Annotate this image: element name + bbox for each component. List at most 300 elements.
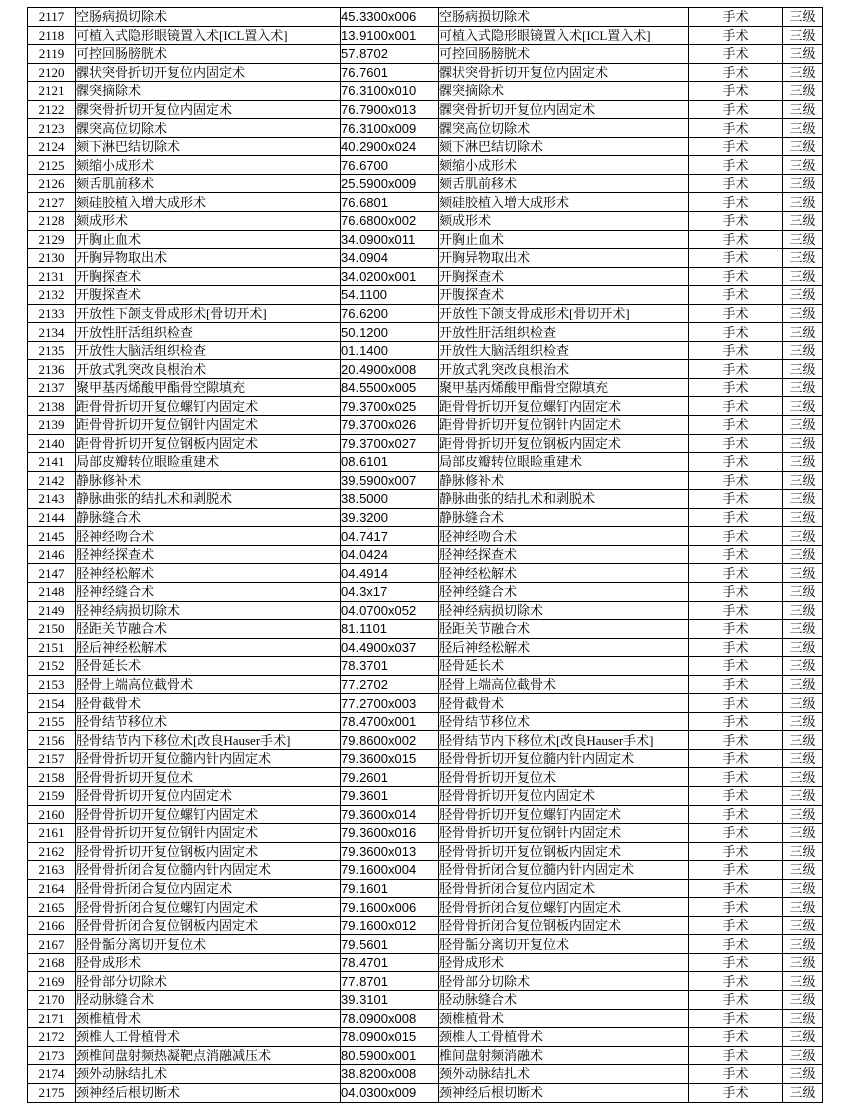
table-row xyxy=(28,471,823,490)
row-number-cell: 2149 xyxy=(28,601,76,620)
procedure-code-cell: 77.8701 xyxy=(341,972,439,991)
category-cell: 手术 xyxy=(689,304,783,323)
category-cell: 手术 xyxy=(689,1009,783,1028)
procedure-name-cell: 距骨骨折切开复位钢板内固定术 xyxy=(76,434,341,453)
level-cell: 三级 xyxy=(783,45,823,64)
row-number-cell: 2158 xyxy=(28,768,76,787)
category-cell: 手术 xyxy=(689,972,783,991)
table-row xyxy=(28,786,823,805)
row-number-cell: 2141 xyxy=(28,453,76,472)
procedure-code-cell: 76.3100x009 xyxy=(341,119,439,138)
procedure-code-cell: 39.3101 xyxy=(341,990,439,1009)
category-cell: 手术 xyxy=(689,249,783,268)
level-cell: 三级 xyxy=(783,842,823,861)
procedure-name-cell: 颏成形术 xyxy=(76,212,341,231)
procedure-name-cell: 颏硅胶植入增大成形术 xyxy=(76,193,341,212)
procedure-name-cell: 胫距关节融合术 xyxy=(76,620,341,639)
procedure-name-cell: 开放式乳突改良根治术 xyxy=(76,360,341,379)
procedure-name-repeat-cell: 距骨骨折切开复位钢板内固定术 xyxy=(439,434,689,453)
procedure-name-cell: 胫神经缝合术 xyxy=(76,582,341,601)
procedure-name-repeat-cell: 胫骨成形术 xyxy=(439,953,689,972)
category-cell: 手术 xyxy=(689,453,783,472)
procedure-name-cell: 胫后神经松解术 xyxy=(76,638,341,657)
level-cell: 三级 xyxy=(783,267,823,286)
procedure-name-cell: 开胸异物取出术 xyxy=(76,249,341,268)
procedure-name-repeat-cell: 髁突摘除术 xyxy=(439,82,689,101)
procedure-name-cell: 开放性大脑活组织检查 xyxy=(76,341,341,360)
procedure-name-repeat-cell: 胫骨骨折切开复位螺钉内固定术 xyxy=(439,805,689,824)
level-cell: 三级 xyxy=(783,620,823,639)
procedure-code-cell: 79.3700x026 xyxy=(341,416,439,435)
table-row xyxy=(28,731,823,750)
procedure-name-repeat-cell: 胫神经探查术 xyxy=(439,545,689,564)
procedure-code-cell: 81.1101 xyxy=(341,620,439,639)
category-cell: 手术 xyxy=(689,267,783,286)
row-number-cell: 2160 xyxy=(28,805,76,824)
table-row xyxy=(28,45,823,64)
category-cell: 手术 xyxy=(689,490,783,509)
table-row xyxy=(28,341,823,360)
procedure-name-repeat-cell: 胫骨骨折闭合复位内固定术 xyxy=(439,879,689,898)
procedure-name-cell: 开腹探查术 xyxy=(76,286,341,305)
procedure-name-cell: 静脉修补术 xyxy=(76,471,341,490)
category-cell: 手术 xyxy=(689,601,783,620)
level-cell: 三级 xyxy=(783,193,823,212)
procedure-name-repeat-cell: 静脉修补术 xyxy=(439,471,689,490)
table-row xyxy=(28,378,823,397)
procedure-name-repeat-cell: 胫距关节融合术 xyxy=(439,620,689,639)
procedure-name-repeat-cell: 可植入式隐形眼镜置入术[ICL置入术] xyxy=(439,26,689,45)
procedure-name-cell: 颈外动脉结扎术 xyxy=(76,1065,341,1084)
category-cell: 手术 xyxy=(689,620,783,639)
procedure-name-cell: 开胸探查术 xyxy=(76,267,341,286)
table-row xyxy=(28,972,823,991)
procedure-name-cell: 胫骨骨折闭合复位内固定术 xyxy=(76,879,341,898)
row-number-cell: 2130 xyxy=(28,249,76,268)
procedure-code-cell: 78.0900x008 xyxy=(341,1009,439,1028)
procedure-code-cell: 13.9100x001 xyxy=(341,26,439,45)
row-number-cell: 2169 xyxy=(28,972,76,991)
procedure-name-repeat-cell: 颈神经后根切断术 xyxy=(439,1083,689,1102)
level-cell: 三级 xyxy=(783,545,823,564)
level-cell: 三级 xyxy=(783,768,823,787)
table-row xyxy=(28,805,823,824)
level-cell: 三级 xyxy=(783,397,823,416)
procedure-name-repeat-cell: 胫骨骨折切开复位术 xyxy=(439,768,689,787)
row-number-cell: 2134 xyxy=(28,323,76,342)
level-cell: 三级 xyxy=(783,156,823,175)
procedure-code-cell: 79.3601 xyxy=(341,786,439,805)
table-row xyxy=(28,230,823,249)
procedure-name-repeat-cell: 髁突高位切除术 xyxy=(439,119,689,138)
procedure-code-cell: 79.3700x025 xyxy=(341,397,439,416)
procedure-name-repeat-cell: 距骨骨折切开复位螺钉内固定术 xyxy=(439,397,689,416)
procedure-name-repeat-cell: 胫骨截骨术 xyxy=(439,694,689,713)
row-number-cell: 2168 xyxy=(28,953,76,972)
procedure-name-cell: 开放性肝活组织检查 xyxy=(76,323,341,342)
procedure-name-repeat-cell: 距骨骨折切开复位钢针内固定术 xyxy=(439,416,689,435)
procedure-code-cell: 79.1600x012 xyxy=(341,916,439,935)
table-row xyxy=(28,174,823,193)
level-cell: 三级 xyxy=(783,879,823,898)
row-number-cell: 2157 xyxy=(28,749,76,768)
procedure-name-cell: 颈椎人工骨植骨术 xyxy=(76,1028,341,1047)
category-cell: 手术 xyxy=(689,694,783,713)
level-cell: 三级 xyxy=(783,657,823,676)
table-row xyxy=(28,26,823,45)
procedure-name-repeat-cell: 胫骨骨折切开复位内固定术 xyxy=(439,786,689,805)
category-cell: 手术 xyxy=(689,675,783,694)
table-row xyxy=(28,545,823,564)
procedure-name-repeat-cell: 颏舌肌前移术 xyxy=(439,174,689,193)
procedure-name-cell: 胫骨骨折闭合复位螺钉内固定术 xyxy=(76,898,341,917)
procedure-code-cell: 79.3600x013 xyxy=(341,842,439,861)
table-row xyxy=(28,63,823,82)
category-cell: 手术 xyxy=(689,712,783,731)
category-cell: 手术 xyxy=(689,323,783,342)
level-cell: 三级 xyxy=(783,174,823,193)
procedure-code-cell: 04.0700x052 xyxy=(341,601,439,620)
table-row xyxy=(28,508,823,527)
row-number-cell: 2144 xyxy=(28,508,76,527)
table-row xyxy=(28,620,823,639)
level-cell: 三级 xyxy=(783,304,823,323)
procedure-name-cell: 颈椎间盘射频热凝靶点消融减压术 xyxy=(76,1046,341,1065)
level-cell: 三级 xyxy=(783,508,823,527)
level-cell: 三级 xyxy=(783,694,823,713)
procedure-code-cell: 79.3600x016 xyxy=(341,824,439,843)
procedure-name-repeat-cell: 开放性肝活组织检查 xyxy=(439,323,689,342)
procedure-name-repeat-cell: 胫骨结节移位术 xyxy=(439,712,689,731)
level-cell: 三级 xyxy=(783,601,823,620)
table-row xyxy=(28,434,823,453)
category-cell: 手术 xyxy=(689,898,783,917)
row-number-cell: 2164 xyxy=(28,879,76,898)
level-cell: 三级 xyxy=(783,786,823,805)
procedure-code-cell: 78.3701 xyxy=(341,657,439,676)
row-number-cell: 2171 xyxy=(28,1009,76,1028)
category-cell: 手术 xyxy=(689,360,783,379)
level-cell: 三级 xyxy=(783,564,823,583)
level-cell: 三级 xyxy=(783,286,823,305)
category-cell: 手术 xyxy=(689,1083,783,1102)
level-cell: 三级 xyxy=(783,749,823,768)
procedure-code-cell: 79.1600x006 xyxy=(341,898,439,917)
row-number-cell: 2148 xyxy=(28,582,76,601)
procedure-name-cell: 颈神经后根切断术 xyxy=(76,1083,341,1102)
category-cell: 手术 xyxy=(689,638,783,657)
category-cell: 手术 xyxy=(689,879,783,898)
level-cell: 三级 xyxy=(783,805,823,824)
level-cell: 三级 xyxy=(783,1009,823,1028)
table-row xyxy=(28,935,823,954)
procedure-name-repeat-cell: 颈椎人工骨植骨术 xyxy=(439,1028,689,1047)
procedure-code-cell: 79.8600x002 xyxy=(341,731,439,750)
level-cell: 三级 xyxy=(783,453,823,472)
procedure-code-cell: 34.0904 xyxy=(341,249,439,268)
category-cell: 手术 xyxy=(689,378,783,397)
table-row xyxy=(28,638,823,657)
procedure-code-cell: 77.2700x003 xyxy=(341,694,439,713)
procedure-code-cell: 04.3x17 xyxy=(341,582,439,601)
table-row xyxy=(28,490,823,509)
procedure-code-cell: 50.1200 xyxy=(341,323,439,342)
procedure-name-cell: 髁突高位切除术 xyxy=(76,119,341,138)
table-row xyxy=(28,1065,823,1084)
level-cell: 三级 xyxy=(783,990,823,1009)
table-row xyxy=(28,119,823,138)
level-cell: 三级 xyxy=(783,972,823,991)
procedure-name-repeat-cell: 开胸探查术 xyxy=(439,267,689,286)
procedure-code-cell: 04.4900x037 xyxy=(341,638,439,657)
procedure-name-repeat-cell: 胫骨骨折切开复位钢针内固定术 xyxy=(439,824,689,843)
procedure-name-repeat-cell: 髁状突骨折切开复位内固定术 xyxy=(439,63,689,82)
category-cell: 手术 xyxy=(689,230,783,249)
row-number-cell: 2150 xyxy=(28,620,76,639)
procedure-code-cell: 79.3600x014 xyxy=(341,805,439,824)
category-cell: 手术 xyxy=(689,471,783,490)
level-cell: 三级 xyxy=(783,824,823,843)
procedure-code-cell: 01.1400 xyxy=(341,341,439,360)
table-row xyxy=(28,1028,823,1047)
procedure-name-repeat-cell: 胫骨骨折切开复位钢板内固定术 xyxy=(439,842,689,861)
table-row xyxy=(28,193,823,212)
category-cell: 手术 xyxy=(689,26,783,45)
category-cell: 手术 xyxy=(689,657,783,676)
category-cell: 手术 xyxy=(689,527,783,546)
row-number-cell: 2140 xyxy=(28,434,76,453)
row-number-cell: 2147 xyxy=(28,564,76,583)
table-row xyxy=(28,156,823,175)
category-cell: 手术 xyxy=(689,805,783,824)
procedure-name-cell: 胫动脉缝合术 xyxy=(76,990,341,1009)
procedure-name-repeat-cell: 髁突骨折切开复位内固定术 xyxy=(439,100,689,119)
row-number-cell: 2139 xyxy=(28,416,76,435)
procedure-name-repeat-cell: 胫骨骺分离切开复位术 xyxy=(439,935,689,954)
row-number-cell: 2175 xyxy=(28,1083,76,1102)
procedure-code-cell: 76.6801 xyxy=(341,193,439,212)
level-cell: 三级 xyxy=(783,8,823,27)
category-cell: 手术 xyxy=(689,156,783,175)
procedure-code-cell: 04.4914 xyxy=(341,564,439,583)
procedure-name-repeat-cell: 胫骨骨折闭合复位钢板内固定术 xyxy=(439,916,689,935)
category-cell: 手术 xyxy=(689,119,783,138)
category-cell: 手术 xyxy=(689,341,783,360)
table-row xyxy=(28,675,823,694)
procedure-code-cell: 20.4900x008 xyxy=(341,360,439,379)
level-cell: 三级 xyxy=(783,63,823,82)
level-cell: 三级 xyxy=(783,490,823,509)
procedure-name-cell: 可控回肠膀胱术 xyxy=(76,45,341,64)
procedure-code-cell: 04.7417 xyxy=(341,527,439,546)
row-number-cell: 2127 xyxy=(28,193,76,212)
table-row xyxy=(28,953,823,972)
category-cell: 手术 xyxy=(689,137,783,156)
procedure-name-repeat-cell: 椎间盘射频消融术 xyxy=(439,1046,689,1065)
level-cell: 三级 xyxy=(783,360,823,379)
category-cell: 手术 xyxy=(689,63,783,82)
category-cell: 手术 xyxy=(689,45,783,64)
procedure-name-cell: 静脉缝合术 xyxy=(76,508,341,527)
row-number-cell: 2117 xyxy=(28,8,76,27)
procedure-name-repeat-cell: 颈椎植骨术 xyxy=(439,1009,689,1028)
procedure-name-cell: 胫骨结节内下移位术[改良Hauser手术] xyxy=(76,731,341,750)
procedure-code-cell: 39.3200 xyxy=(341,508,439,527)
procedure-code-cell: 34.0900x011 xyxy=(341,230,439,249)
category-cell: 手术 xyxy=(689,8,783,27)
table-row xyxy=(28,1046,823,1065)
row-number-cell: 2126 xyxy=(28,174,76,193)
procedure-name-cell: 髁状突骨折切开复位内固定术 xyxy=(76,63,341,82)
procedure-name-cell: 胫神经吻合术 xyxy=(76,527,341,546)
procedure-name-repeat-cell: 胫动脉缝合术 xyxy=(439,990,689,1009)
procedure-name-cell: 髁突摘除术 xyxy=(76,82,341,101)
category-cell: 手术 xyxy=(689,434,783,453)
row-number-cell: 2159 xyxy=(28,786,76,805)
category-cell: 手术 xyxy=(689,82,783,101)
row-number-cell: 2153 xyxy=(28,675,76,694)
procedure-name-cell: 胫骨骨折闭合复位钢板内固定术 xyxy=(76,916,341,935)
row-number-cell: 2118 xyxy=(28,26,76,45)
row-number-cell: 2136 xyxy=(28,360,76,379)
procedure-name-repeat-cell: 开放式乳突改良根治术 xyxy=(439,360,689,379)
procedure-code-cell: 76.3100x010 xyxy=(341,82,439,101)
procedure-name-cell: 胫骨骨折闭合复位髓内针内固定术 xyxy=(76,861,341,880)
procedure-name-repeat-cell: 胫神经病损切除术 xyxy=(439,601,689,620)
level-cell: 三级 xyxy=(783,341,823,360)
procedure-name-cell: 髁突骨折切开复位内固定术 xyxy=(76,100,341,119)
row-number-cell: 2122 xyxy=(28,100,76,119)
level-cell: 三级 xyxy=(783,212,823,231)
level-cell: 三级 xyxy=(783,527,823,546)
category-cell: 手术 xyxy=(689,1028,783,1047)
level-cell: 三级 xyxy=(783,378,823,397)
procedure-name-repeat-cell: 开放性下颌支骨成形术[骨切开术] xyxy=(439,304,689,323)
level-cell: 三级 xyxy=(783,100,823,119)
procedure-name-repeat-cell: 空肠病损切除术 xyxy=(439,8,689,27)
procedure-code-cell: 40.2900x024 xyxy=(341,137,439,156)
procedure-name-cell: 距骨骨折切开复位螺钉内固定术 xyxy=(76,397,341,416)
row-number-cell: 2137 xyxy=(28,378,76,397)
category-cell: 手术 xyxy=(689,1065,783,1084)
procedure-name-cell: 聚甲基丙烯酸甲酯骨空隙填充 xyxy=(76,378,341,397)
row-number-cell: 2174 xyxy=(28,1065,76,1084)
row-number-cell: 2120 xyxy=(28,63,76,82)
procedure-code-cell: 54.1100 xyxy=(341,286,439,305)
category-cell: 手术 xyxy=(689,861,783,880)
level-cell: 三级 xyxy=(783,638,823,657)
category-cell: 手术 xyxy=(689,990,783,1009)
procedure-name-repeat-cell: 颏缩小成形术 xyxy=(439,156,689,175)
procedure-code-cell: 80.5900x001 xyxy=(341,1046,439,1065)
procedure-name-repeat-cell: 开腹探查术 xyxy=(439,286,689,305)
category-cell: 手术 xyxy=(689,416,783,435)
procedure-name-repeat-cell: 胫后神经松解术 xyxy=(439,638,689,657)
category-cell: 手术 xyxy=(689,212,783,231)
table-row xyxy=(28,657,823,676)
table-row xyxy=(28,768,823,787)
procedure-name-repeat-cell: 局部皮瓣转位眼睑重建术 xyxy=(439,453,689,472)
procedure-code-cell: 45.3300x006 xyxy=(341,8,439,27)
category-cell: 手术 xyxy=(689,842,783,861)
table-row xyxy=(28,323,823,342)
procedure-code-cell: 76.6800x002 xyxy=(341,212,439,231)
table-row xyxy=(28,82,823,101)
level-cell: 三级 xyxy=(783,26,823,45)
category-cell: 手术 xyxy=(689,768,783,787)
procedure-name-cell: 胫骨骨折切开复位螺钉内固定术 xyxy=(76,805,341,824)
procedure-name-repeat-cell: 胫骨上端高位截骨术 xyxy=(439,675,689,694)
procedure-name-cell: 空肠病损切除术 xyxy=(76,8,341,27)
row-number-cell: 2121 xyxy=(28,82,76,101)
procedure-code-cell: 79.1601 xyxy=(341,879,439,898)
procedure-name-repeat-cell: 胫骨骨折闭合复位髓内针内固定术 xyxy=(439,861,689,880)
row-number-cell: 2156 xyxy=(28,731,76,750)
procedure-name-repeat-cell: 颏硅胶植入增大成形术 xyxy=(439,193,689,212)
row-number-cell: 2138 xyxy=(28,397,76,416)
procedure-name-repeat-cell: 胫骨骨折闭合复位螺钉内固定术 xyxy=(439,898,689,917)
row-number-cell: 2166 xyxy=(28,916,76,935)
table-row xyxy=(28,267,823,286)
procedure-code-cell: 78.4701 xyxy=(341,953,439,972)
row-number-cell: 2143 xyxy=(28,490,76,509)
level-cell: 三级 xyxy=(783,434,823,453)
table-row xyxy=(28,601,823,620)
table-row xyxy=(28,100,823,119)
row-number-cell: 2162 xyxy=(28,842,76,861)
procedure-name-repeat-cell: 胫骨骨折切开复位髓内针内固定术 xyxy=(439,749,689,768)
level-cell: 三级 xyxy=(783,731,823,750)
level-cell: 三级 xyxy=(783,471,823,490)
level-cell: 三级 xyxy=(783,582,823,601)
procedure-name-repeat-cell: 聚甲基丙烯酸甲酯骨空隙填充 xyxy=(439,378,689,397)
procedure-name-cell: 胫骨延长术 xyxy=(76,657,341,676)
table-row xyxy=(28,397,823,416)
procedure-table xyxy=(27,7,823,1103)
table-row xyxy=(28,824,823,843)
procedure-name-repeat-cell: 颈外动脉结扎术 xyxy=(439,1065,689,1084)
procedure-name-cell: 胫骨截骨术 xyxy=(76,694,341,713)
procedure-code-cell: 79.2601 xyxy=(341,768,439,787)
procedure-name-cell: 胫骨骨折切开复位术 xyxy=(76,768,341,787)
procedure-name-repeat-cell: 胫神经吻合术 xyxy=(439,527,689,546)
row-number-cell: 2172 xyxy=(28,1028,76,1047)
procedure-name-cell: 可植入式隐形眼镜置入术[ICL置入术] xyxy=(76,26,341,45)
procedure-name-repeat-cell: 静脉缝合术 xyxy=(439,508,689,527)
procedure-code-cell: 79.3700x027 xyxy=(341,434,439,453)
level-cell: 三级 xyxy=(783,137,823,156)
table-row xyxy=(28,916,823,935)
procedure-code-cell: 79.1600x004 xyxy=(341,861,439,880)
procedure-name-repeat-cell: 可控回肠膀胱术 xyxy=(439,45,689,64)
procedure-name-cell: 颏下淋巴结切除术 xyxy=(76,137,341,156)
table-row xyxy=(28,879,823,898)
procedure-name-cell: 颏缩小成形术 xyxy=(76,156,341,175)
level-cell: 三级 xyxy=(783,916,823,935)
category-cell: 手术 xyxy=(689,731,783,750)
category-cell: 手术 xyxy=(689,100,783,119)
table-row xyxy=(28,712,823,731)
row-number-cell: 2154 xyxy=(28,694,76,713)
row-number-cell: 2167 xyxy=(28,935,76,954)
level-cell: 三级 xyxy=(783,935,823,954)
procedure-name-cell: 距骨骨折切开复位钢针内固定术 xyxy=(76,416,341,435)
procedure-name-cell: 局部皮瓣转位眼睑重建术 xyxy=(76,453,341,472)
procedure-code-cell: 57.8702 xyxy=(341,45,439,64)
table-row xyxy=(28,749,823,768)
table-row xyxy=(28,416,823,435)
level-cell: 三级 xyxy=(783,416,823,435)
